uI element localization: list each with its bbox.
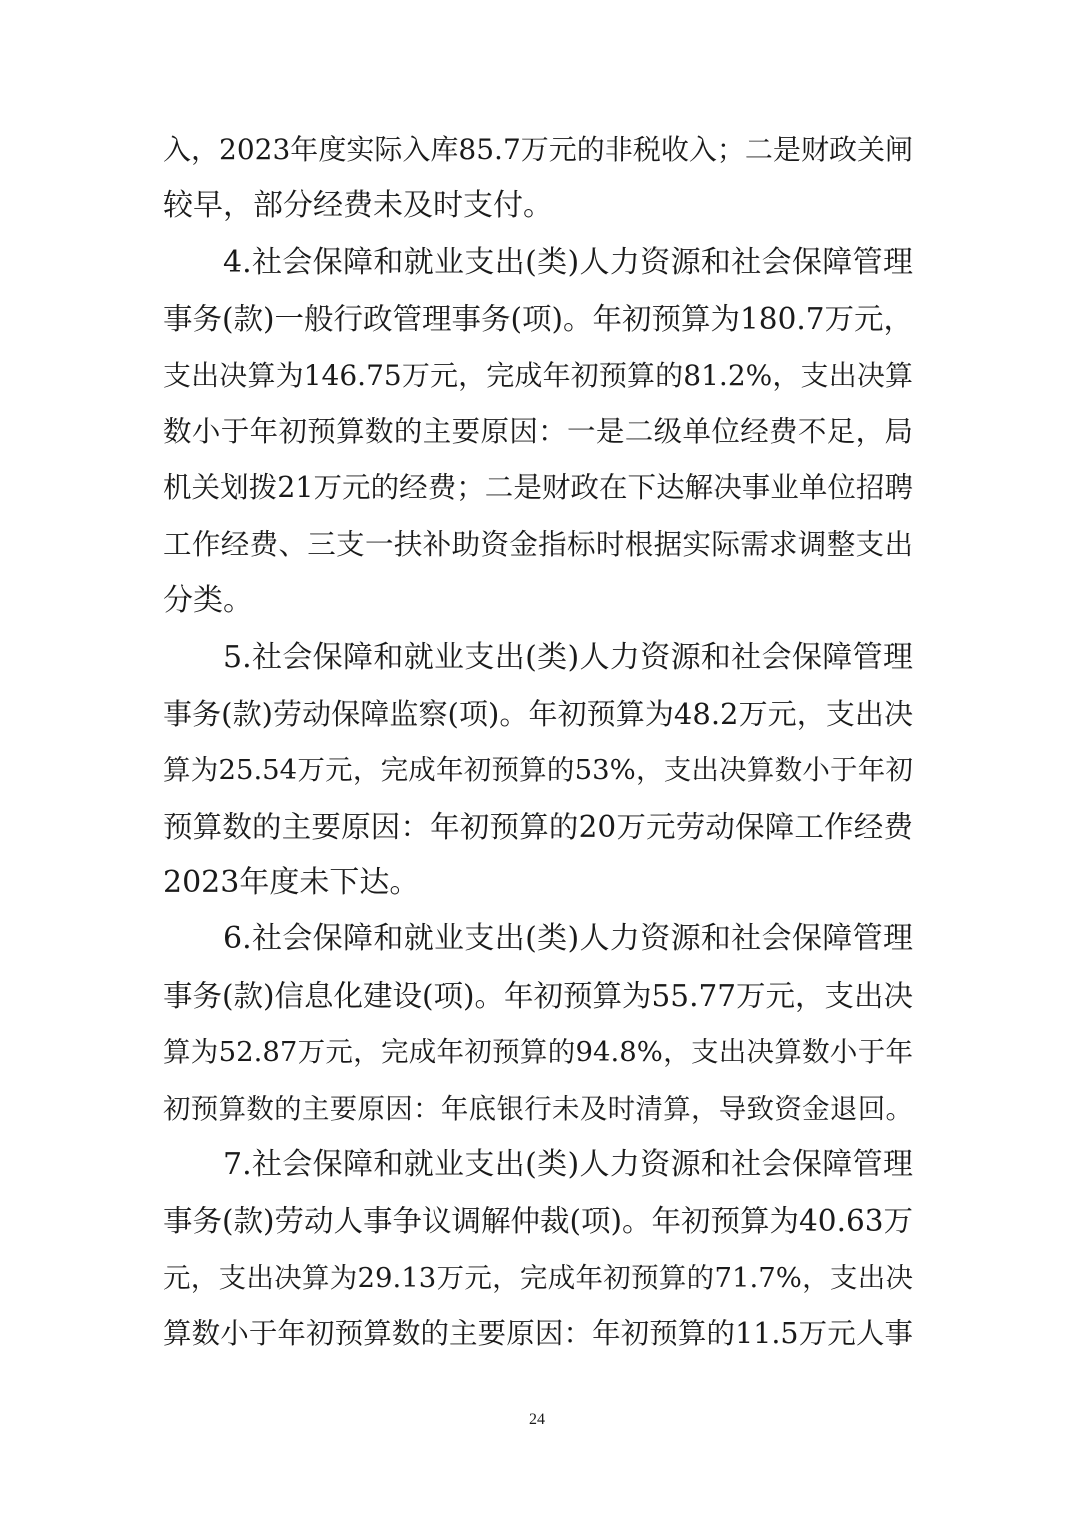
- text-line: 2023年度未下达。: [163, 865, 420, 901]
- text-line: 入，2023年度实际入库85.7万元的非税收入；二是财政关闸: [163, 133, 913, 166]
- body-text: [163, 122, 913, 1363]
- text-line: 事务(款)一般行政管理事务(项)。年初预算为180.7万元，: [163, 302, 913, 337]
- text-line: 较早，部分经费未及时支付。: [163, 188, 553, 224]
- text-line: 初预算数的主要原因：年底银行未及时清算，导致资金退回。: [163, 1092, 913, 1125]
- text-line: 预算数的主要原因：年初预算的20万元劳动保障工作经费: [163, 809, 913, 844]
- text-line: 事务(款)信息化建设(项)。年初预算为55.77万元，支出决: [163, 978, 913, 1013]
- text-line: 分类。: [163, 583, 253, 619]
- paragraph-first-line: 4.社会保障和就业支出(类)人力资源和社会保障管理: [223, 244, 913, 280]
- text-line: 算为25.54万元，完成年初预算的53%，支出决算数小于年初: [163, 754, 913, 787]
- text-line: 事务(款)劳动保障监察(项)。年初预算为48.2万元，支出决: [163, 696, 913, 731]
- text-line: 事务(款)劳动人事争议调解仲裁(项)。年初预算为40.63万: [163, 1204, 913, 1239]
- text-line: 数小于年初预算数的主要原因：一是二级单位经费不足，局: [163, 414, 913, 448]
- paragraph-first-line: 6.社会保障和就业支出(类)人力资源和社会保障管理: [223, 921, 913, 957]
- paragraph-first-line: 7.社会保障和就业支出(类)人力资源和社会保障管理: [223, 1147, 913, 1183]
- text-line: 机关划拨21万元的经费；二是财政在下达解决事业单位招聘: [163, 471, 913, 505]
- text-line: 元，支出决算为29.13万元，完成年初预算的71.7%，支出决: [163, 1261, 913, 1294]
- text-line: 算为52.87万元，完成年初预算的94.8%，支出决算数小于年: [163, 1036, 913, 1069]
- page-number: 24: [529, 1411, 545, 1428]
- text-line: 支出决算为146.75万元，完成年初预算的81.2%，支出决算: [163, 358, 913, 392]
- text-line: 工作经费、三支一扶补助资金指标时根据实际需求调整支出: [163, 527, 913, 561]
- paragraph-first-line: 5.社会保障和就业支出(类)人力资源和社会保障管理: [223, 639, 913, 675]
- text-line: 算数小于年初预算数的主要原因：年初预算的11.5万元人事: [163, 1317, 913, 1351]
